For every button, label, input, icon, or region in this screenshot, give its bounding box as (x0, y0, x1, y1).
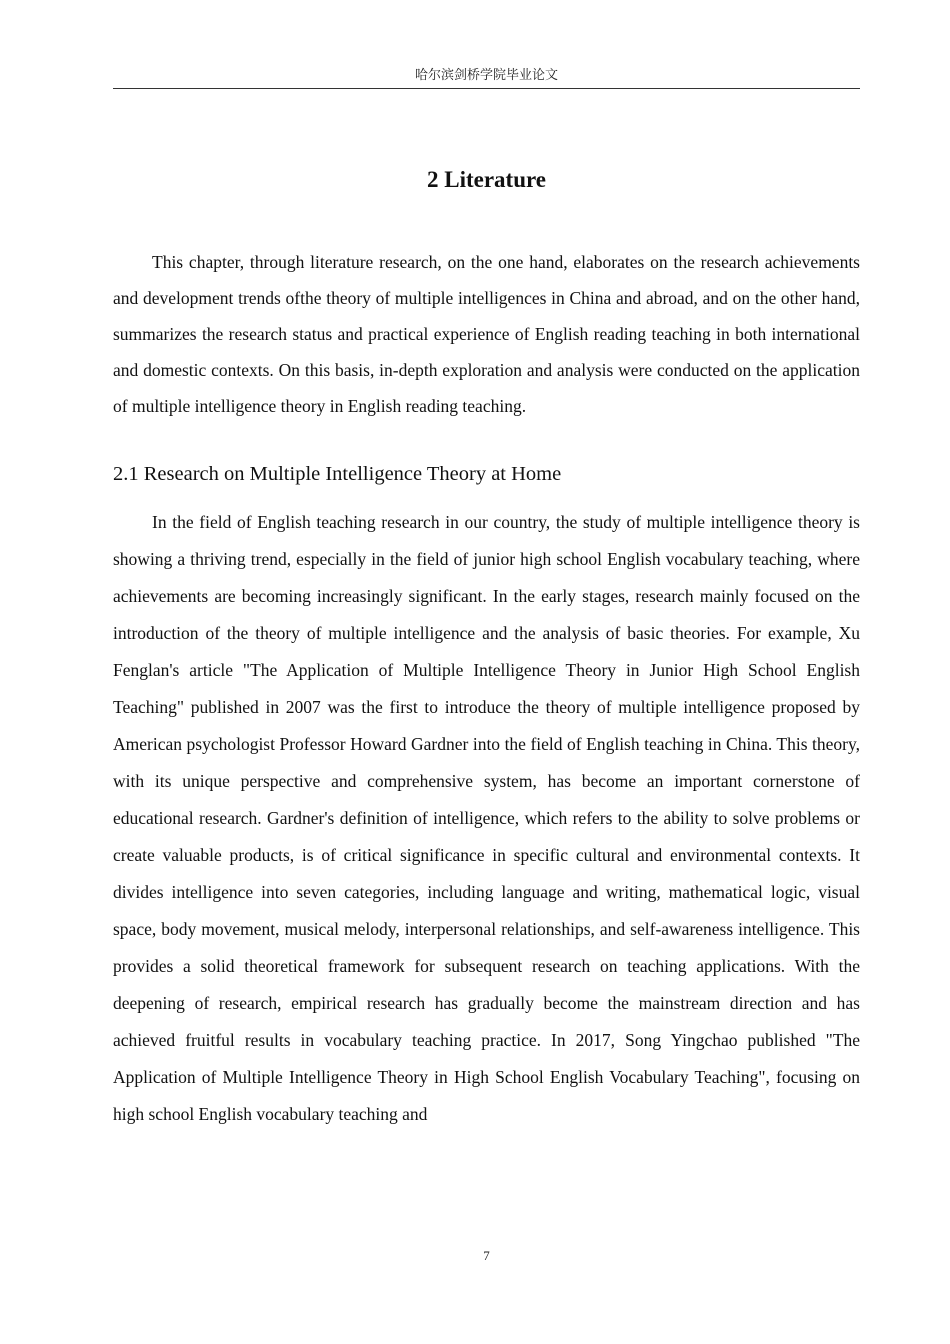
header-rule (113, 88, 860, 89)
body-paragraph-2: In the field of English teaching research in our country, the study of multiple intelligence theory is showing a thriving trend, especially in the field of junior high school English vocabulary teaching, where achievements are becoming increasingly significant. In the early stages, research mainly focused on the introduction of the theory of multiple intelligence and the analysis of basic theories. For example, Xu Fenglan's article "The Application of Multiple Intelligence Theory in Junior High School English Teaching" published in 2007 was the first to introduce the theory of multiple intelligence proposed by American psychologist Professor Howard Gardner into the field of English teaching in China. This theory, with its unique perspective and comprehensive system, has become an important cornerstone of educational research. Gardner's definition of intelligence, which refers to the ability to solve problems or create valuable products, is of critical significance in specific cultural and environmental contexts. It divides intelligence into seven categories, including language and writing, mathematical logic, visual space, body movement, musical melody, interpersonal relationships, and self-awareness intelligence. This provides a solid theoretical framework for subsequent research on teaching applications. With the deepening of research, empirical research has gradually become the mainstream direction and has achieved fruitful results in vocabulary teaching practice. In 2017, Song Yingchao published "The Application of Multiple Intelligence Theory in High School English Vocabulary Teaching", focusing on high school English vocabulary teaching and (113, 512, 860, 1124)
section-heading: 2.1 Research on Multiple Intelligence Theory at Home (113, 463, 562, 485)
running-header: 哈尔滨剑桥学院毕业论文 (414, 67, 558, 82)
body-paragraph-1: This chapter, through literature research, on the one hand, elaborates on the research achievements and development trends ofthe theory of multiple intelligences in China and abroad, and on the other hand, summarizes the research status and practical experience of English reading teaching in both international and domestic contexts. On this basis, in-depth exploration and analysis were conducted on the application of multiple intelligence theory in English reading teaching. (113, 252, 860, 416)
chapter-title: 2 Literature (426, 167, 546, 193)
page-number: 7 (483, 1248, 490, 1263)
